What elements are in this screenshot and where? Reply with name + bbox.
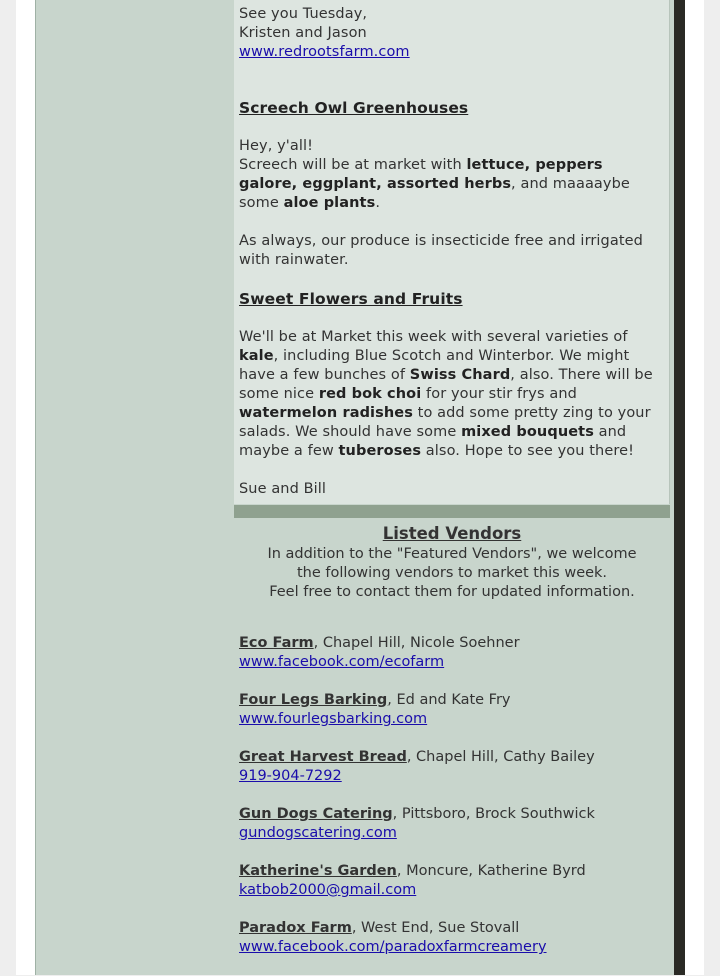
- vendor-name: Paradox Farm: [239, 920, 352, 936]
- vendor-details: , Pittsboro, Brock Southwick: [392, 806, 595, 822]
- section-divider: [234, 505, 670, 518]
- vendor-link[interactable]: www.facebook.com/paradoxfarmcreamery: [239, 939, 547, 955]
- screech-owl-title: Screech Owl Greenhouses: [239, 99, 469, 117]
- listed-vendors-heading: Listed Vendors: [382, 524, 522, 543]
- vendor-link[interactable]: www.fourlegsbarking.com: [239, 711, 428, 727]
- vendor-list: [239, 634, 669, 976]
- vendor-name: Katherine's Garden: [239, 863, 397, 879]
- red-roots-link[interactable]: www.redrootsfarm.com: [239, 44, 410, 60]
- vendor-link[interactable]: 919-904-7292: [239, 768, 342, 784]
- vendor-details: , Ed and Kate Fry: [387, 692, 511, 708]
- red-roots-closing: [239, 5, 664, 62]
- screech-owl-section: [239, 99, 664, 270]
- list-item: [239, 919, 669, 957]
- vendor-name: Eco Farm: [239, 635, 314, 651]
- vendor-link[interactable]: www.facebook.com/ecofarm: [239, 654, 445, 670]
- vendor-details: , West End, Sue Stovall: [351, 920, 520, 936]
- screech-paragraph-2: As always, our produce is insecticide free and irrigated with rainwater.: [239, 233, 643, 268]
- listed-intro-2: the following vendors to market this week.: [296, 565, 608, 581]
- sweet-flowers-signoff: Sue and Bill: [239, 481, 327, 497]
- right-border-bar: [674, 0, 685, 975]
- list-item: [239, 691, 669, 729]
- vendor-name: Great Harvest Bread: [239, 749, 407, 765]
- vendor-link[interactable]: gundogscatering.com: [239, 825, 397, 841]
- list-item: [239, 805, 669, 843]
- vendor-details: , Chapel Hill, Nicole Soehner: [313, 635, 520, 651]
- list-item: [239, 748, 669, 786]
- listed-intro-1: In addition to the "Featured Vendors", we welcome: [267, 546, 637, 562]
- sweet-flowers-section: [239, 290, 664, 499]
- screech-greeting: Hey, y'all!: [239, 138, 314, 154]
- screech-paragraph-1: Screech will be at market with lettuce, peppers galore, eggplant, assorted herbs, and maaaaybe some aloe plants.: [239, 157, 630, 211]
- closing-line-1: See you Tuesday,: [239, 6, 368, 22]
- left-sidebar: [35, 0, 231, 975]
- vendor-details: , Moncure, Katherine Byrd: [396, 863, 586, 879]
- list-item: [239, 862, 669, 900]
- sweet-flowers-title: Sweet Flowers and Fruits: [239, 290, 463, 308]
- vendor-details: , Chapel Hill, Cathy Bailey: [406, 749, 595, 765]
- vendor-name: Four Legs Barking: [239, 692, 388, 708]
- listed-vendors-header: [234, 523, 670, 602]
- listed-intro-3: Feel free to contact them for updated information.: [269, 584, 635, 600]
- vendor-name: Gun Dogs Catering: [239, 806, 393, 822]
- sweet-flowers-paragraph: We'll be at Market this week with several varieties of kale, including Blue Scotch and Winterbor. We might have a few bunches of Swiss Chard, also. There will be some nice red bok choi for your stir frys and watermelon radishes to add some pretty zing to your salads. We should have some mixed bouquets and maybe a few tuberoses also. Hope to see you there!: [239, 329, 653, 459]
- list-item: [239, 634, 669, 672]
- vendor-link[interactable]: katbob2000@gmail.com: [239, 882, 417, 898]
- closing-line-2: Kristen and Jason: [239, 25, 367, 41]
